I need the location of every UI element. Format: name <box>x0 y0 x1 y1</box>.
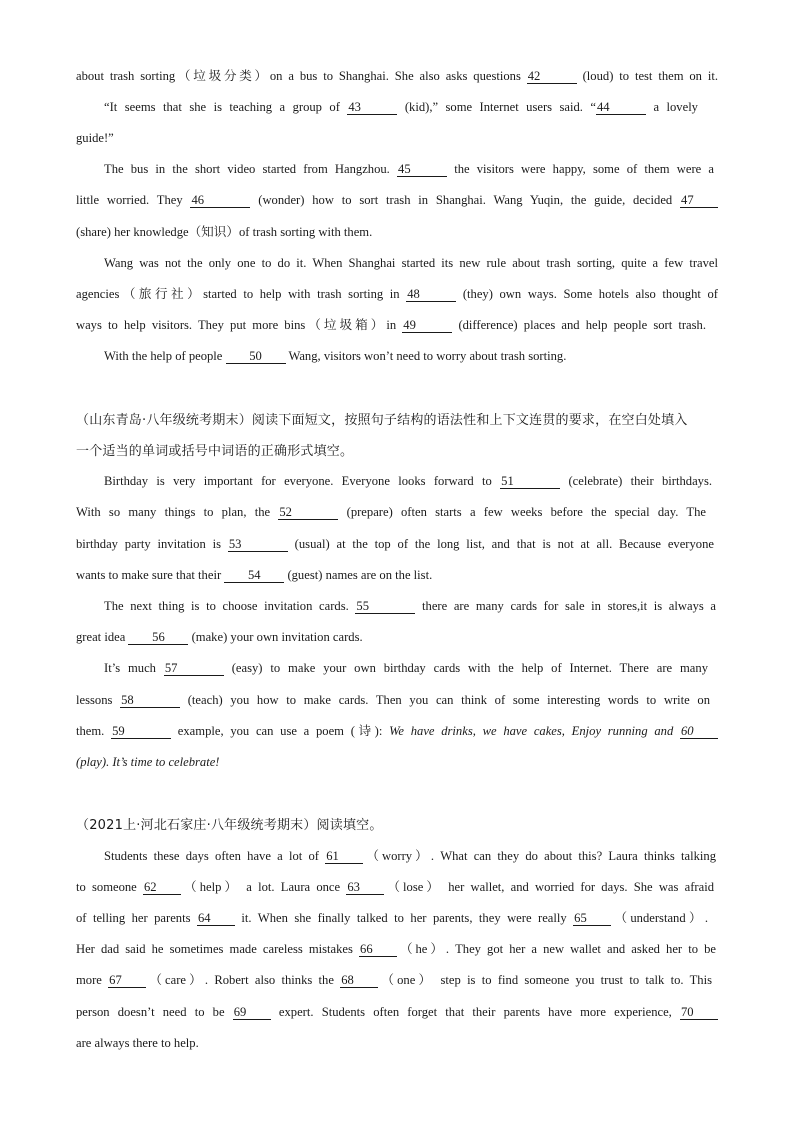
answer-blank-64[interactable]: 64 <box>197 911 235 926</box>
answer-blank-53[interactable]: 53 <box>228 537 288 552</box>
answer-blank-59[interactable]: 59 <box>111 724 171 739</box>
passage-line: Her dad said he sometimes made careless mistakes 66 （he）. They got her a new wallet and asked her to be <box>76 942 716 956</box>
passage-line: With the help of people 50 Wang, visitors won’t need to worry about trash sorting. <box>104 349 567 363</box>
passage-line: guide!” <box>76 131 114 145</box>
passage-line: person doesn’t need to be 69 expert. Students often forget that their parents have more experience, 70 <box>76 1003 718 1021</box>
answer-blank-55[interactable]: 55 <box>355 599 415 614</box>
passage-line: agencies（旅行社）started to help with trash sorting in 48 (they) own ways. Some hotels also thought of <box>76 287 718 301</box>
answer-blank-70[interactable]: 70 <box>680 1005 718 1020</box>
passage-line: (share) her knowledge（知识）of trash sorting with them. <box>76 225 373 239</box>
answer-blank-50[interactable]: 50 <box>226 349 286 364</box>
passage-line: Birthday is very important for everyone. Everyone looks forward to 51 (celebrate) their birthdays. <box>104 474 713 488</box>
passage-line: Wang was not the only one to do it. When Shanghai started its new rule about trash sorting, quite a few travel <box>104 256 718 270</box>
passage-line: (play). It’s time to celebrate! <box>76 755 220 769</box>
passage-line: ways to help visitors. They put more bins（垃圾箱）in 49 (difference) places and help people sort trash. <box>76 318 706 332</box>
answer-blank-52[interactable]: 52 <box>278 505 338 520</box>
answer-blank-42[interactable]: 42 <box>527 69 577 84</box>
passage-line: birthday party invitation is 53 (usual) at the top of the long list, and that is not at all. Because everyone <box>76 537 714 551</box>
answer-blank-51[interactable]: 51 <box>500 474 560 489</box>
passage-line: The bus in the short video started from Hangzhou. 45 the visitors were happy, some of them were a <box>104 162 715 176</box>
answer-blank-57[interactable]: 57 <box>164 661 224 676</box>
answer-blank-47[interactable]: 47 <box>680 193 718 208</box>
passage-line: wants to make sure that their 54 (guest) names are on the list. <box>76 568 433 582</box>
answer-blank-44[interactable]: 44 <box>596 100 646 115</box>
answer-blank-63[interactable]: 63 <box>346 880 384 895</box>
passage-line: lessons 58 (teach) you how to make cards. Then you can think of some interesting words to write on <box>76 693 710 707</box>
passage-line: The next thing is to choose invitation cards. 55 there are many cards for sale in stores,it is always a <box>104 599 717 613</box>
passage-line: great idea 56 (make) your own invitation cards. <box>76 630 363 644</box>
passage-line: more 67 （care）. Robert also thinks the 68 （one） step is to find someone you trust to talk to. This <box>76 973 713 987</box>
section-heading: （山东青岛·八年级统考期末）阅读下面短文，按照句子结构的语法性和上下文连贯的要求，在空白处填入 <box>76 413 688 428</box>
answer-blank-66[interactable]: 66 <box>359 942 397 957</box>
answer-blank-68[interactable]: 68 <box>340 973 378 988</box>
passage-line: to someone 62 （help） a lot. Laura once 63 （lose） her wallet, and worried for days. She was afraid <box>76 880 714 894</box>
passage-line: about trash sorting（垃圾分类）on a bus to Shanghai. She also asks questions 42 (loud) to test them on it. <box>76 69 718 83</box>
answer-blank-62[interactable]: 62 <box>143 880 181 895</box>
passage-line: are always there to help. <box>76 1036 199 1050</box>
answer-blank-67[interactable]: 67 <box>108 973 146 988</box>
answer-blank-56[interactable]: 56 <box>128 630 188 645</box>
answer-blank-54[interactable]: 54 <box>224 568 284 583</box>
answer-blank-65[interactable]: 65 <box>573 911 611 926</box>
passage-line: of telling her parents 64 it. When she finally talked to her parents, they were really 65 （understand）. <box>76 911 709 925</box>
answer-blank-61[interactable]: 61 <box>325 849 363 864</box>
passage-line: With so many things to plan, the 52 (prepare) often starts a few weeks before the special day. The <box>76 505 706 519</box>
answer-blank-69[interactable]: 69 <box>233 1005 271 1020</box>
answer-blank-46[interactable]: 46 <box>190 193 250 208</box>
answer-blank-45[interactable]: 45 <box>397 162 447 177</box>
section-heading: 一个适当的单词或括号中词语的正确形式填空。 <box>76 444 354 459</box>
passage-line: It’s much 57 (easy) to make your own birthday cards with the help of Internet. There are many <box>104 661 708 675</box>
answer-blank-48[interactable]: 48 <box>406 287 456 302</box>
answer-blank-60[interactable]: 60 <box>680 724 718 739</box>
answer-blank-58[interactable]: 58 <box>120 693 180 708</box>
passage-line: “It seems that she is teaching a group of 43 (kid),” some Internet users said. “44 a lovely <box>104 100 698 114</box>
passage-line: little worried. They 46 (wonder) how to sort trash in Shanghai. Wang Yuqin, the guide, decided 47 <box>76 191 718 209</box>
section-heading: （2021上·河北石家庄·八年级统考期末）阅读填空。 <box>76 818 383 833</box>
answer-blank-49[interactable]: 49 <box>402 318 452 333</box>
passage-line: them. 59 example, you can use a poem (诗): We have drinks, we have cakes, Enjoy running and 60 <box>76 722 718 740</box>
passage-line: Students these days often have a lot of 61 （worry）. What can they do about this? Laura thinks talking <box>104 849 716 863</box>
answer-blank-43[interactable]: 43 <box>347 100 397 115</box>
